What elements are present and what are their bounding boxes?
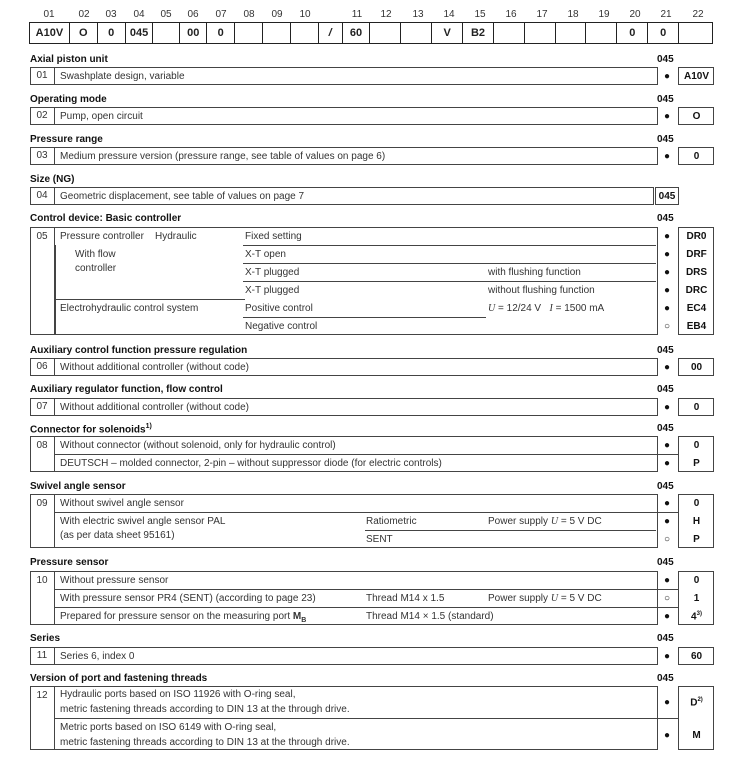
availability-mark: ●	[663, 611, 671, 622]
availability-mark: ●	[663, 440, 671, 451]
section-title-aux-pressure: Auxiliary control function pressure regulation	[30, 345, 248, 356]
row-text: Without connector (without solenoid, only for hydraulic control)	[60, 440, 336, 451]
footnote-ref: 1)	[145, 423, 152, 430]
sensor-variant: SENT	[366, 534, 393, 545]
row-text: Hydraulic ports based on ISO 11926 with O-ring seal,	[60, 689, 296, 700]
control-option-extra: without flushing function	[488, 285, 595, 296]
option-code: M	[692, 730, 701, 741]
option-code: EC4	[686, 303, 707, 314]
availability-mark: ●	[663, 111, 671, 122]
row-text: Without additional controller (without code)	[60, 402, 249, 413]
row-text: With electric swivel angle sensor PAL	[60, 516, 226, 527]
position-number: 02	[78, 9, 90, 20]
option-code: P	[693, 534, 700, 545]
availability-mark: ●	[663, 651, 671, 662]
divider	[55, 607, 679, 608]
option-code: 00	[690, 362, 703, 373]
code-cell	[525, 23, 556, 43]
footnote-ref: 3)	[696, 611, 702, 617]
option-code: A10V	[683, 71, 709, 82]
row-number: 12	[30, 686, 55, 750]
row-number: 05	[30, 227, 55, 335]
column-header: 045	[657, 134, 674, 145]
divider	[55, 454, 679, 455]
row-text: Medium pressure version (pressure range, see table of values on page 6)	[60, 151, 386, 162]
supply-text	[488, 593, 602, 604]
option-code: DR0	[686, 231, 707, 242]
row-number: 11	[30, 647, 55, 665]
row-text: Metric ports based on ISO 6149 with O-ring seal,	[60, 722, 277, 733]
option-code: 0	[693, 440, 700, 451]
section-title-ports: Version of port and fastening threads	[30, 673, 208, 684]
column-header: 045	[657, 345, 674, 356]
code-cell: 0	[648, 23, 679, 43]
thread-spec: Thread M14 x 1.5	[366, 593, 445, 604]
row-text: Pump, open circuit	[60, 111, 143, 122]
column-header: 045	[657, 94, 674, 105]
option-code: 0	[693, 575, 700, 586]
code-cell: 0	[98, 23, 126, 43]
supply-label: Power supply	[488, 593, 549, 604]
position-number: 09	[271, 9, 283, 20]
thread-spec: Thread M14 × 1.5 (standard)	[366, 611, 494, 622]
row-text: Series 6, index 0	[60, 651, 135, 662]
divider	[243, 317, 486, 318]
code-cell	[494, 23, 525, 43]
row-text: metric fastening threads according to DIN 13 at the through drive.	[60, 737, 350, 748]
availability-mark: ●	[663, 402, 671, 413]
control-option: X-T plugged	[245, 267, 300, 278]
voltage-symbol: U	[550, 516, 559, 527]
position-number: 19	[598, 9, 610, 20]
section-title-axial: Axial piston unit	[30, 54, 108, 65]
code-value: 4	[691, 611, 697, 623]
option-code: 0	[693, 402, 700, 413]
position-number: 21	[660, 9, 672, 20]
availability-mark: ○	[663, 593, 671, 604]
code-cell: V	[432, 23, 463, 43]
row-text: metric fastening threads according to DIN 13 at the through drive.	[60, 704, 350, 715]
option-code: 045	[658, 191, 676, 202]
availability-mark: ●	[663, 458, 671, 469]
divider	[55, 299, 245, 300]
option-code: O	[692, 111, 701, 122]
availability-mark: ●	[663, 575, 671, 586]
type-code-box	[29, 22, 713, 44]
code-cell: O	[70, 23, 98, 43]
column-header: 045	[657, 384, 674, 395]
divider	[365, 530, 656, 531]
row-number: 07	[30, 398, 55, 416]
current-value: = 1500 mA	[555, 303, 605, 314]
option-code: DRS	[685, 267, 708, 278]
option-code: DRC	[685, 285, 708, 296]
option-code	[680, 697, 713, 708]
row-text: Swashplate design, variable	[60, 71, 185, 82]
availability-mark: ●	[663, 151, 671, 162]
availability-mark: ●	[663, 267, 671, 278]
option-code	[680, 611, 713, 622]
section-title-text: Connector for solenoids	[30, 424, 146, 436]
option-code: 60	[690, 651, 703, 662]
position-number: 08	[243, 9, 255, 20]
port-label	[293, 611, 306, 622]
divider	[55, 512, 679, 513]
row-number: 02	[30, 107, 55, 125]
supply-text	[488, 516, 602, 527]
sensor-variant: Ratiometric	[366, 516, 417, 527]
divider	[243, 281, 656, 282]
section-title-control: Control device: Basic controller	[30, 213, 182, 224]
control-option: Positive control	[245, 303, 313, 314]
code-cell	[370, 23, 401, 43]
code-cell: A10V	[30, 23, 70, 43]
code-cell	[235, 23, 263, 43]
availability-mark: ●	[663, 249, 671, 260]
availability-mark: ●	[663, 516, 671, 527]
column-header: 045	[657, 423, 674, 434]
position-number: 11	[351, 9, 363, 20]
column-header: 045	[657, 213, 674, 224]
code-cell: 0	[617, 23, 648, 43]
row-text-main: Prepared for pressure sensor on the measuring port	[60, 611, 291, 622]
control-option-extra: with flushing function	[488, 267, 581, 278]
voltage-symbol: U	[550, 593, 559, 604]
voltage-value: = 12/24 V	[498, 303, 542, 314]
position-number: 05	[160, 9, 172, 20]
section-title-pressure-sensor: Pressure sensor	[30, 557, 109, 568]
port-subscript: B	[301, 617, 307, 624]
control-option: X-T plugged	[245, 285, 300, 296]
code-cell: 00	[180, 23, 207, 43]
code-cell	[586, 23, 617, 43]
position-number: 15	[474, 9, 486, 20]
code-value: D	[690, 697, 698, 709]
code-cell	[679, 23, 712, 43]
control-option-extra	[488, 303, 604, 314]
availability-mark: ●	[663, 697, 671, 708]
availability-mark: ○	[663, 534, 671, 545]
section-title-swivel: Swivel angle sensor	[30, 481, 126, 492]
option-code: DRF	[686, 249, 707, 260]
code-cell: 60	[342, 23, 371, 43]
control-option: X-T open	[245, 249, 286, 260]
row-text: Without additional controller (without code)	[60, 362, 249, 373]
control-type: Hydraulic	[155, 231, 197, 242]
row-number: 08	[30, 436, 55, 472]
supply-value: = 5 V DC	[560, 593, 602, 604]
column-header: 045	[657, 633, 674, 644]
control-sublabel: With flow	[75, 249, 116, 260]
section-title-operating: Operating mode	[30, 94, 107, 105]
availability-mark: ●	[663, 303, 671, 314]
option-code: 1	[693, 593, 700, 604]
code-cell: 045	[126, 23, 154, 43]
column-header: 045	[657, 673, 674, 684]
divider	[243, 245, 656, 246]
control-label: Pressure controller	[60, 231, 144, 242]
supply-label: Power supply	[488, 516, 549, 527]
divider	[55, 245, 56, 335]
row-text: Geometric displacement, see table of values on page 7	[60, 191, 305, 202]
code-cell	[401, 23, 432, 43]
option-code: 0	[693, 151, 700, 162]
code-cell	[291, 23, 319, 43]
section-title-size: Size (NG)	[30, 174, 75, 185]
row-text: Without swivel angle sensor	[60, 498, 184, 509]
row-number: 06	[30, 358, 55, 376]
position-number: 20	[629, 9, 641, 20]
availability-mark: ●	[663, 730, 671, 741]
option-code: P	[693, 458, 700, 469]
availability-mark: ●	[663, 71, 671, 82]
code-cell: 0	[207, 23, 235, 43]
footnote-ref: 2)	[697, 697, 703, 703]
port-letter: M	[292, 611, 302, 622]
availability-mark: ○	[663, 321, 671, 332]
row-text	[60, 611, 306, 624]
row-number: 03	[30, 147, 55, 165]
position-number: 18	[567, 9, 579, 20]
position-number: 22	[692, 9, 704, 20]
position-number: 03	[105, 9, 117, 20]
position-number: 07	[215, 9, 227, 20]
supply-value: = 5 V DC	[560, 516, 602, 527]
availability-mark: ●	[663, 285, 671, 296]
column-header: 045	[657, 481, 674, 492]
position-number: 10	[299, 9, 311, 20]
section-title-connector	[30, 423, 152, 435]
row-number: 04	[30, 187, 55, 205]
row-text: Without pressure sensor	[60, 575, 169, 586]
option-code: H	[692, 516, 701, 527]
position-number: 12	[380, 9, 392, 20]
column-header: 045	[657, 54, 674, 65]
code-cell: B2	[463, 23, 494, 43]
voltage-symbol: U	[488, 303, 496, 314]
code-cell	[153, 23, 180, 43]
row-number: 01	[30, 67, 55, 85]
option-code: EB4	[686, 321, 707, 332]
row-number: 10	[30, 571, 55, 625]
column-header: 045	[657, 557, 674, 568]
position-number: 14	[443, 9, 455, 20]
row-text: (as per data sheet 95161)	[60, 530, 175, 541]
section-title-pressure-range: Pressure range	[30, 134, 103, 145]
code-cell	[556, 23, 587, 43]
divider	[55, 589, 679, 590]
position-number: 01	[43, 9, 55, 20]
position-number: 16	[505, 9, 517, 20]
row-text: DEUTSCH – molded connector, 2-pin – without suppressor diode (for electric controls)	[60, 458, 442, 469]
control-label: Electrohydraulic control system	[60, 303, 199, 314]
availability-mark: ●	[663, 362, 671, 373]
availability-mark: ●	[663, 498, 671, 509]
option-code: 0	[693, 498, 700, 509]
control-option: Negative control	[245, 321, 318, 332]
row-text: With pressure sensor PR4 (SENT) (according to page 23)	[60, 593, 316, 604]
position-number: 04	[133, 9, 145, 20]
control-sublabel: controller	[75, 263, 117, 274]
code-box	[678, 227, 714, 335]
divider	[55, 718, 679, 719]
position-number: 13	[412, 9, 424, 20]
position-number: 06	[187, 9, 199, 20]
control-option: Fixed setting	[245, 231, 302, 242]
row-number: 09	[30, 494, 55, 548]
divider	[243, 263, 656, 264]
section-title-aux-flow: Auxiliary regulator function, flow control	[30, 384, 223, 395]
current-symbol: I	[549, 303, 553, 314]
code-cell	[263, 23, 291, 43]
position-number: 17	[536, 9, 548, 20]
availability-mark: ●	[663, 231, 671, 242]
section-title-series: Series	[30, 633, 61, 644]
code-separator: /	[328, 27, 332, 39]
